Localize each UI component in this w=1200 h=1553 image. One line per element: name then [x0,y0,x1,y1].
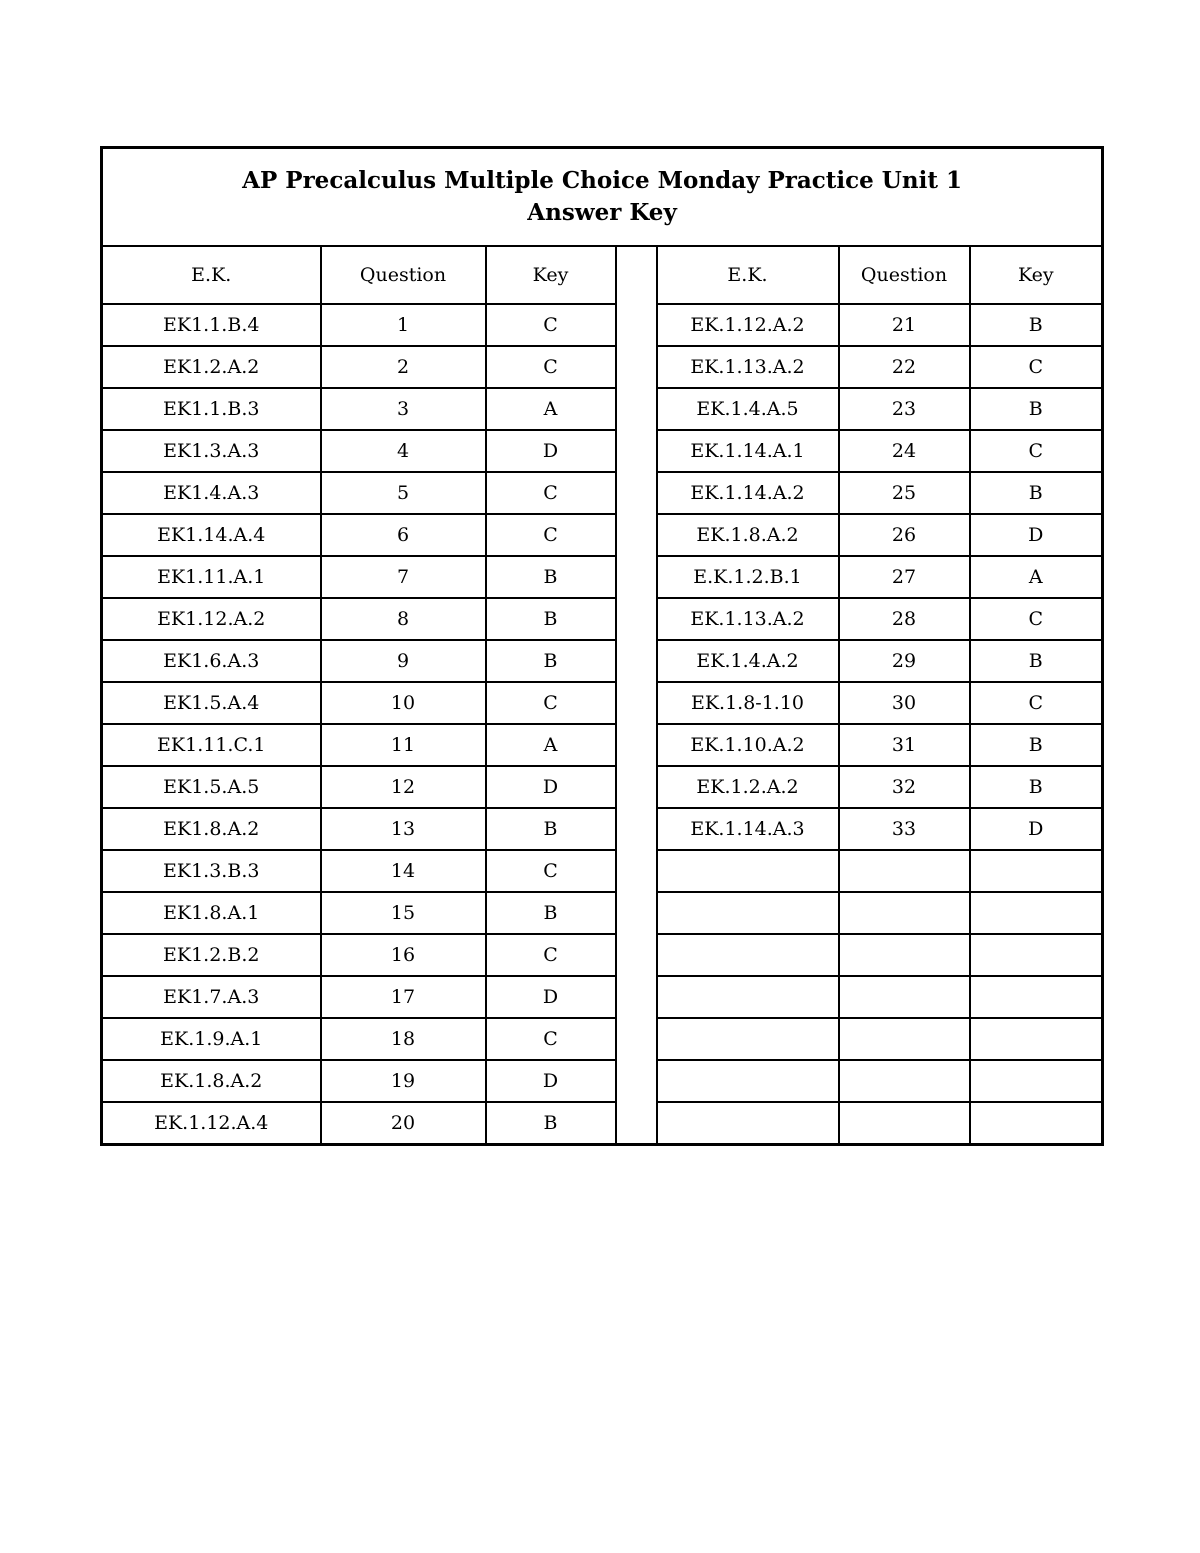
right-key-cell: D [970,514,1103,556]
left-key-cell: B [486,1102,616,1145]
left-question-cell: 2 [321,346,486,388]
table-row [102,388,1103,430]
right-key-cell [970,1102,1103,1145]
right-question-cell: 26 [839,514,970,556]
right-key-cell [970,850,1103,892]
right-question-cell: 30 [839,682,970,724]
header-question-right: Question [839,246,970,304]
title-line-1: AP Precalculus Multiple Choice Monday Practice Unit 1 [242,167,962,194]
right-question-cell [839,934,970,976]
right-key-cell: B [970,388,1103,430]
table-row [102,304,1103,346]
left-question-cell: 14 [321,850,486,892]
left-key-cell: C [486,850,616,892]
left-question-cell: 9 [321,640,486,682]
right-key-cell: B [970,724,1103,766]
right-key-cell [970,1060,1103,1102]
left-key-cell: B [486,556,616,598]
left-question-cell: 10 [321,682,486,724]
header-row [102,246,1103,304]
left-question-cell: 13 [321,808,486,850]
left-key-cell: C [486,682,616,724]
right-key-cell [970,934,1103,976]
left-question-cell: 19 [321,1060,486,1102]
table-row [102,346,1103,388]
table-row [102,976,1103,1018]
right-ek-cell: EK.1.2.A.2 [657,766,839,808]
table-row [102,682,1103,724]
answer-key-table [100,146,1104,1146]
left-question-cell: 11 [321,724,486,766]
right-ek-cell: E.K.1.2.B.1 [657,556,839,598]
right-key-cell: C [970,682,1103,724]
right-question-cell [839,1060,970,1102]
left-ek-cell: EK1.8.A.1 [102,892,321,934]
left-key-cell: B [486,598,616,640]
right-ek-cell: EK.1.12.A.2 [657,304,839,346]
right-question-cell: 31 [839,724,970,766]
left-question-cell: 20 [321,1102,486,1145]
left-ek-cell: EK1.2.A.2 [102,346,321,388]
left-key-cell: B [486,892,616,934]
right-key-cell: B [970,766,1103,808]
left-ek-cell: EK1.1.B.4 [102,304,321,346]
left-key-cell: C [486,1018,616,1060]
right-question-cell [839,1018,970,1060]
left-question-cell: 3 [321,388,486,430]
header-key-right: Key [970,246,1103,304]
right-key-cell [970,976,1103,1018]
left-ek-cell: EK1.3.A.3 [102,430,321,472]
right-ek-cell [657,976,839,1018]
table-row [102,724,1103,766]
right-question-cell [839,976,970,1018]
left-ek-cell: EK.1.9.A.1 [102,1018,321,1060]
left-ek-cell: EK1.7.A.3 [102,976,321,1018]
right-question-cell [839,1102,970,1145]
left-ek-cell: EK1.5.A.5 [102,766,321,808]
right-ek-cell: EK.1.10.A.2 [657,724,839,766]
table-body [102,148,1103,1145]
left-ek-cell: EK1.8.A.2 [102,808,321,850]
table-row [102,598,1103,640]
right-ek-cell: EK.1.14.A.2 [657,472,839,514]
table-row [102,514,1103,556]
right-key-cell: D [970,808,1103,850]
left-question-cell: 17 [321,976,486,1018]
left-key-cell: D [486,766,616,808]
left-question-cell: 18 [321,1018,486,1060]
left-question-cell: 7 [321,556,486,598]
right-question-cell: 29 [839,640,970,682]
header-ek-left: E.K. [102,246,321,304]
left-ek-cell: EK1.3.B.3 [102,850,321,892]
left-key-cell: D [486,430,616,472]
left-key-cell: A [486,388,616,430]
right-ek-cell: EK.1.13.A.2 [657,346,839,388]
table-row [102,430,1103,472]
left-question-cell: 5 [321,472,486,514]
left-ek-cell: EK1.6.A.3 [102,640,321,682]
right-key-cell [970,892,1103,934]
header-ek-right: E.K. [657,246,839,304]
left-ek-cell: EK1.14.A.4 [102,514,321,556]
title-row [102,148,1103,247]
right-question-cell: 22 [839,346,970,388]
right-ek-cell [657,850,839,892]
left-key-cell: C [486,346,616,388]
left-key-cell: C [486,514,616,556]
right-question-cell: 28 [839,598,970,640]
left-question-cell: 16 [321,934,486,976]
right-ek-cell [657,1018,839,1060]
table-row [102,808,1103,850]
left-key-cell: D [486,976,616,1018]
left-ek-cell: EK1.5.A.4 [102,682,321,724]
right-ek-cell: EK.1.8-1.10 [657,682,839,724]
right-question-cell: 24 [839,430,970,472]
left-ek-cell: EK1.12.A.2 [102,598,321,640]
right-key-cell [970,1018,1103,1060]
table-row [102,934,1103,976]
right-ek-cell [657,892,839,934]
left-question-cell: 15 [321,892,486,934]
table-row [102,1018,1103,1060]
table-row [102,1102,1103,1145]
header-question-left: Question [321,246,486,304]
right-key-cell: A [970,556,1103,598]
left-question-cell: 12 [321,766,486,808]
right-ek-cell: EK.1.14.A.1 [657,430,839,472]
left-question-cell: 6 [321,514,486,556]
left-question-cell: 4 [321,430,486,472]
right-key-cell: C [970,430,1103,472]
table-row [102,556,1103,598]
left-ek-cell: EK1.11.A.1 [102,556,321,598]
right-question-cell [839,892,970,934]
right-question-cell: 25 [839,472,970,514]
table-row [102,892,1103,934]
right-question-cell [839,850,970,892]
right-ek-cell: EK.1.4.A.5 [657,388,839,430]
right-ek-cell [657,934,839,976]
left-key-cell: A [486,724,616,766]
left-key-cell: B [486,640,616,682]
right-question-cell: 23 [839,388,970,430]
left-ek-cell: EK1.2.B.2 [102,934,321,976]
right-ek-cell: EK.1.4.A.2 [657,640,839,682]
left-ek-cell: EK1.4.A.3 [102,472,321,514]
right-question-cell: 33 [839,808,970,850]
right-question-cell: 32 [839,766,970,808]
left-key-cell: D [486,1060,616,1102]
table-row [102,472,1103,514]
table-row [102,850,1103,892]
table-row [102,640,1103,682]
right-key-cell: B [970,472,1103,514]
right-ek-cell: EK.1.8.A.2 [657,514,839,556]
right-question-cell: 27 [839,556,970,598]
left-key-cell: C [486,934,616,976]
right-ek-cell: EK.1.13.A.2 [657,598,839,640]
column-gap [616,246,657,1145]
header-key-left: Key [486,246,616,304]
left-key-cell: C [486,304,616,346]
right-ek-cell [657,1060,839,1102]
left-question-cell: 8 [321,598,486,640]
left-ek-cell: EK.1.8.A.2 [102,1060,321,1102]
right-key-cell: C [970,598,1103,640]
left-key-cell: B [486,808,616,850]
right-ek-cell: EK.1.14.A.3 [657,808,839,850]
left-ek-cell: EK1.11.C.1 [102,724,321,766]
table-row [102,1060,1103,1102]
right-key-cell: B [970,304,1103,346]
left-ek-cell: EK1.1.B.3 [102,388,321,430]
right-key-cell: B [970,640,1103,682]
right-ek-cell [657,1102,839,1145]
left-question-cell: 1 [321,304,486,346]
left-ek-cell: EK.1.12.A.4 [102,1102,321,1145]
title-line-2: Answer Key [527,199,677,226]
right-question-cell: 21 [839,304,970,346]
table-title [102,148,1103,247]
left-key-cell: C [486,472,616,514]
table-row [102,766,1103,808]
right-key-cell: C [970,346,1103,388]
